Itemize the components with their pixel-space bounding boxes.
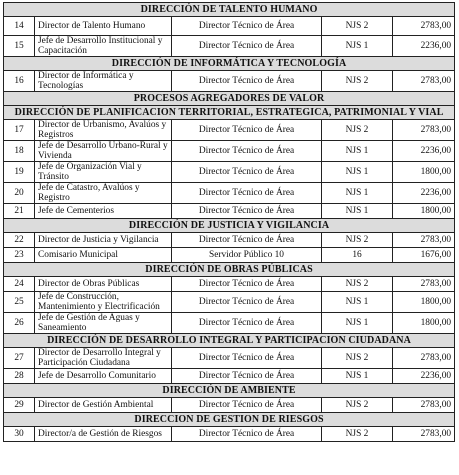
section-header-row (4, 334, 455, 348)
section-header-row (4, 384, 455, 398)
table-row (4, 348, 455, 369)
grade-cell: NJS 2 (322, 427, 393, 442)
row-number-cell: 22 (4, 233, 35, 248)
table-row (4, 36, 455, 57)
salary-cell: 1800,00 (393, 204, 455, 219)
salary-cell: 2783,00 (393, 120, 455, 141)
role-cell: Director Técnico de Área (172, 277, 322, 292)
grade-cell: NJS 1 (322, 292, 393, 313)
position-cell: Jefe de Cementerios (35, 204, 172, 219)
row-number-cell: 24 (4, 277, 35, 292)
table-row (4, 248, 455, 263)
role-cell: Director Técnico de Área (172, 398, 322, 413)
section-title: DIRECCIÓN DE PLANIFICACION TERRITORIAL, ESTRATEGICA, PATRIMONIAL Y VIAL (4, 106, 455, 120)
role-cell: Director Técnico de Área (172, 369, 322, 384)
table-row (4, 369, 455, 384)
table-row (4, 162, 455, 183)
role-cell: Director Técnico de Área (172, 427, 322, 442)
position-cell: Director de Desarrollo Integral y Participación Ciudadana (35, 348, 172, 369)
table-row (4, 427, 455, 442)
section-header-row (4, 106, 455, 120)
grade-cell: NJS 1 (322, 141, 393, 162)
table-row (4, 398, 455, 413)
grade-cell: NJS 1 (322, 313, 393, 334)
table-row (4, 71, 455, 92)
section-title: DIRECCIÓN DE TALENTO HUMANO (4, 3, 455, 17)
section-title: PROCESOS AGREGADORES DE VALOR (4, 92, 455, 106)
grade-cell: NJS 2 (322, 17, 393, 36)
section-title: DIRECCIÓN DE OBRAS PÚBLICAS (4, 263, 455, 277)
role-cell: Director Técnico de Área (172, 204, 322, 219)
row-number-cell: 14 (4, 17, 35, 36)
position-cell: Director de Justicia y Vigilancia (35, 233, 172, 248)
salary-table (3, 2, 455, 442)
section-header-row (4, 57, 455, 71)
section-title: DIRECCIÓN DE AMBIENTE (4, 384, 455, 398)
position-cell: Jefe de Catastro, Avalúos y Registro (35, 183, 172, 204)
row-number-cell: 28 (4, 369, 35, 384)
salary-cell: 1800,00 (393, 313, 455, 334)
position-cell: Jefe de Desarrollo Urbano-Rural y Vivienda (35, 141, 172, 162)
table-row (4, 277, 455, 292)
table-row (4, 233, 455, 248)
grade-cell: NJS 2 (322, 120, 393, 141)
grade-cell: 16 (322, 248, 393, 263)
salary-cell: 1800,00 (393, 162, 455, 183)
table-row (4, 183, 455, 204)
position-cell: Director de Urbanismo, Avalúos y Registros (35, 120, 172, 141)
salary-cell: 2783,00 (393, 398, 455, 413)
row-number-cell: 16 (4, 71, 35, 92)
salary-cell: 2783,00 (393, 348, 455, 369)
table-row (4, 120, 455, 141)
row-number-cell: 21 (4, 204, 35, 219)
role-cell: Director Técnico de Área (172, 120, 322, 141)
section-header-row (4, 219, 455, 233)
section-header-row (4, 413, 455, 427)
salary-cell: 2783,00 (393, 277, 455, 292)
role-cell: Director Técnico de Área (172, 36, 322, 57)
salary-cell: 1676,00 (393, 248, 455, 263)
grade-cell: NJS 1 (322, 204, 393, 219)
salary-cell: 2236,00 (393, 183, 455, 204)
row-number-cell: 29 (4, 398, 35, 413)
table-row (4, 17, 455, 36)
section-header-row (4, 92, 455, 106)
section-header-row (4, 263, 455, 277)
section-title: DIRECCIÓN DE INFORMÁTICA Y TECNOLOGÍA (4, 57, 455, 71)
role-cell: Servidor Público 10 (172, 248, 322, 263)
row-number-cell: 25 (4, 292, 35, 313)
row-number-cell: 15 (4, 36, 35, 57)
section-title: DIRECCIÓN DE DESARROLLO INTEGRAL Y PARTICIPACION CIUDADANA (4, 334, 455, 348)
role-cell: Director Técnico de Área (172, 183, 322, 204)
salary-cell: 2783,00 (393, 427, 455, 442)
grade-cell: NJS 2 (322, 398, 393, 413)
row-number-cell: 19 (4, 162, 35, 183)
position-cell: Jefe de Gestión de Aguas y Saneamiento (35, 313, 172, 334)
position-cell: Jefe de Desarrollo Comunitario (35, 369, 172, 384)
row-number-cell: 18 (4, 141, 35, 162)
grade-cell: NJS 2 (322, 71, 393, 92)
position-cell: Jefe de Construcción, Mantenimiento y Electrificación (35, 292, 172, 313)
position-cell: Director/a de Gestión de Riesgos (35, 427, 172, 442)
role-cell: Director Técnico de Área (172, 348, 322, 369)
grade-cell: NJS 2 (322, 277, 393, 292)
role-cell: Director Técnico de Área (172, 162, 322, 183)
position-cell: Director de Informática y Tecnologías (35, 71, 172, 92)
salary-table-body (4, 3, 455, 442)
salary-cell: 2783,00 (393, 71, 455, 92)
position-cell: Comisario Municipal (35, 248, 172, 263)
section-title: DIRECCIÓN DE JUSTICIA Y VIGILANCIA (4, 219, 455, 233)
salary-cell: 2783,00 (393, 233, 455, 248)
salary-cell: 1800,00 (393, 292, 455, 313)
position-cell: Jefe de Organización Vial y Tránsito (35, 162, 172, 183)
grade-cell: NJS 2 (322, 348, 393, 369)
table-row (4, 292, 455, 313)
position-cell: Director de Gestión Ambiental (35, 398, 172, 413)
row-number-cell: 30 (4, 427, 35, 442)
row-number-cell: 26 (4, 313, 35, 334)
role-cell: Director Técnico de Área (172, 233, 322, 248)
role-cell: Director Técnico de Área (172, 141, 322, 162)
grade-cell: NJS 1 (322, 36, 393, 57)
table-row (4, 313, 455, 334)
row-number-cell: 23 (4, 248, 35, 263)
salary-cell: 2236,00 (393, 141, 455, 162)
table-row (4, 204, 455, 219)
salary-cell: 2236,00 (393, 369, 455, 384)
grade-cell: NJS 2 (322, 233, 393, 248)
section-header-row (4, 3, 455, 17)
row-number-cell: 20 (4, 183, 35, 204)
section-title: DIRECCION DE GESTION DE RIESGOS (4, 413, 455, 427)
role-cell: Director Técnico de Área (172, 292, 322, 313)
role-cell: Director Técnico de Área (172, 71, 322, 92)
grade-cell: NJS 1 (322, 162, 393, 183)
position-cell: Director de Talento Humano (35, 17, 172, 36)
salary-cell: 2783,00 (393, 17, 455, 36)
salary-cell: 2236,00 (393, 36, 455, 57)
position-cell: Director de Obras Públicas (35, 277, 172, 292)
grade-cell: NJS 1 (322, 183, 393, 204)
position-cell: Jefe de Desarrollo Institucional y Capacitación (35, 36, 172, 57)
role-cell: Director Técnico de Área (172, 313, 322, 334)
grade-cell: NJS 1 (322, 369, 393, 384)
table-row (4, 141, 455, 162)
row-number-cell: 17 (4, 120, 35, 141)
role-cell: Director Técnico de Área (172, 17, 322, 36)
row-number-cell: 27 (4, 348, 35, 369)
